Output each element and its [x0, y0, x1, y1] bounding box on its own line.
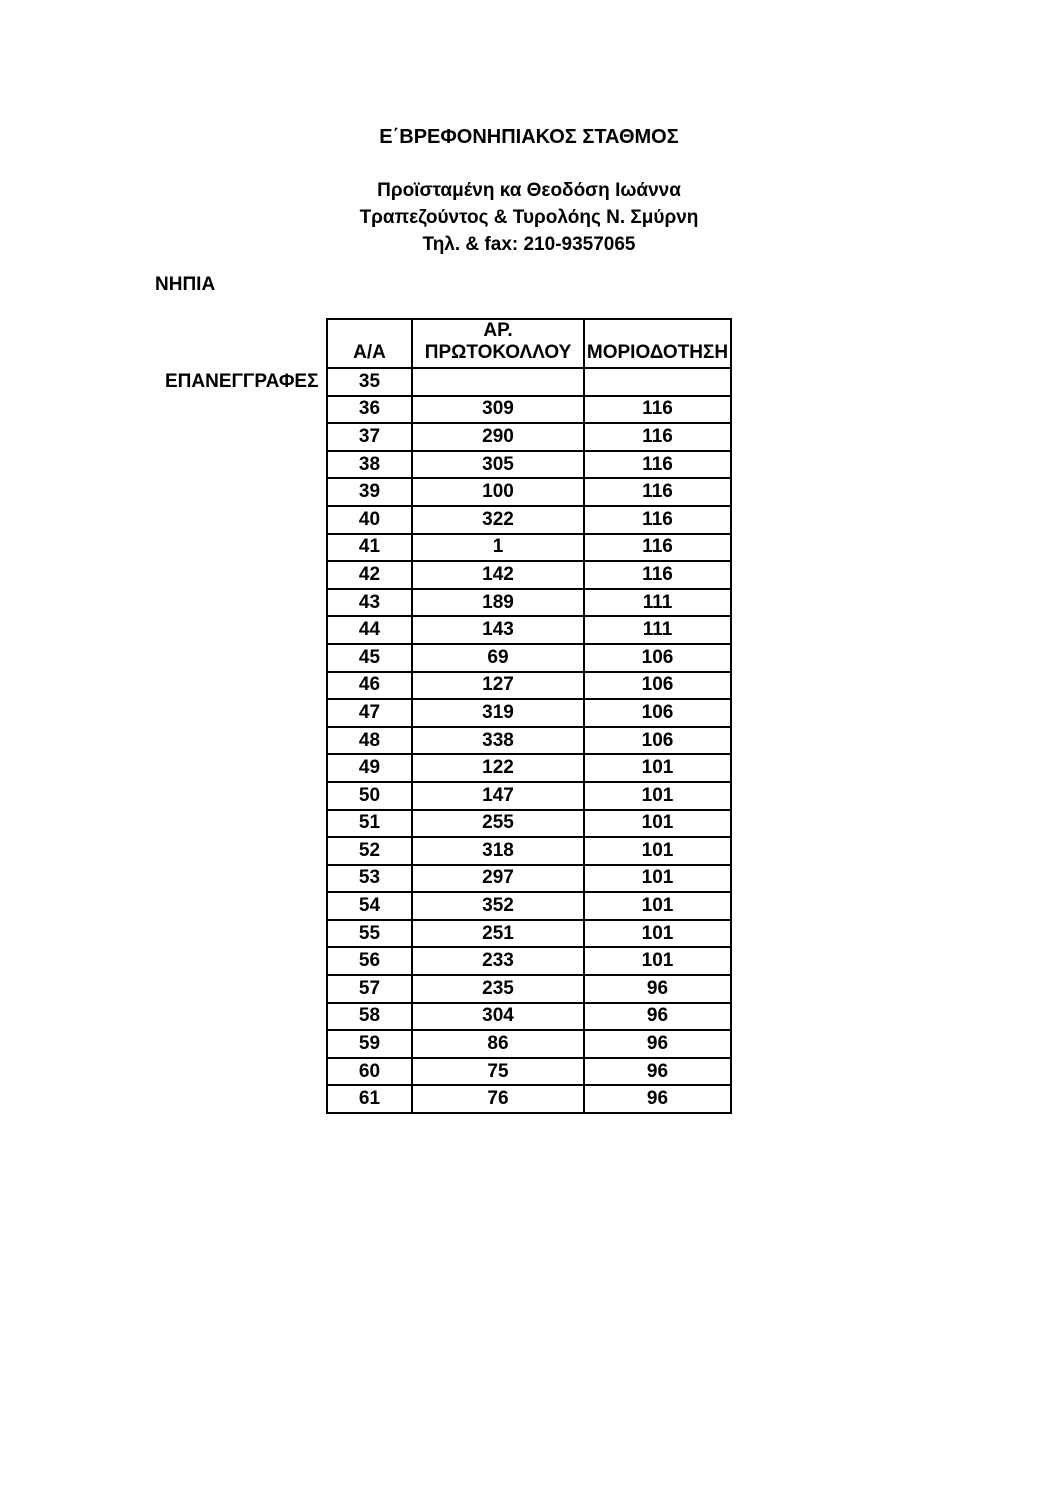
column-header-points: ΜΟΡΙΟΔΟΤΗΣΗ	[584, 319, 731, 368]
table-cell: 338	[412, 727, 584, 755]
table-cell: 143	[412, 616, 584, 644]
table-header-row	[327, 319, 731, 368]
table-cell: 51	[327, 810, 412, 838]
table-cell: 45	[327, 644, 412, 672]
table-cell: 76	[412, 1085, 584, 1113]
table-cell: 122	[412, 754, 584, 782]
table-cell: 116	[584, 478, 731, 506]
group-label-epaneggrafes: ΕΠΑΝΕΓΓΡΑΦΕΣ	[165, 371, 319, 392]
table-cell: 290	[412, 423, 584, 451]
table-cell: 36	[327, 396, 412, 424]
table-row	[327, 506, 731, 534]
table-cell: 106	[584, 699, 731, 727]
table-cell: 111	[584, 589, 731, 617]
table-cell: 49	[327, 754, 412, 782]
table-cell: 47	[327, 699, 412, 727]
table-cell: 189	[412, 589, 584, 617]
table-row	[327, 1085, 731, 1113]
table-cell: 52	[327, 837, 412, 865]
table-cell: 38	[327, 451, 412, 479]
column-header-aa: Α/Α	[327, 319, 412, 368]
table-row	[327, 975, 731, 1003]
table-cell: 235	[412, 975, 584, 1003]
table-cell: 40	[327, 506, 412, 534]
table-cell: 255	[412, 810, 584, 838]
table-row	[327, 865, 731, 893]
table-cell: 142	[412, 561, 584, 589]
document-header-block	[0, 177, 1058, 258]
table-cell: 147	[412, 782, 584, 810]
table-cell: 304	[412, 1003, 584, 1031]
table-cell: 57	[327, 975, 412, 1003]
table-cell: 233	[412, 947, 584, 975]
table-cell: 75	[412, 1058, 584, 1086]
table-cell: 43	[327, 589, 412, 617]
table-row	[327, 1003, 731, 1031]
table-row	[327, 892, 731, 920]
table-cell: 60	[327, 1058, 412, 1086]
table-cell: 96	[584, 975, 731, 1003]
table-row	[327, 616, 731, 644]
table-row	[327, 672, 731, 700]
table-row	[327, 368, 731, 396]
column-header-protocol-number: ΑΡ. ΠΡΩΤΟΚΟΛΛΟΥ	[412, 319, 584, 368]
table-cell: 44	[327, 616, 412, 644]
table-cell: 309	[412, 396, 584, 424]
table-cell: 56	[327, 947, 412, 975]
header-phone-line: Τηλ. & fax: 210-9357065	[422, 234, 636, 255]
table-body	[327, 368, 731, 1113]
table-cell: 54	[327, 892, 412, 920]
document-title: Ε΄ΒΡΕΦΟΝΗΠΙΑΚΟΣ ΣΤΑΘΜΟΣ	[379, 126, 679, 148]
table-cell: 127	[412, 672, 584, 700]
table-cell: 116	[584, 506, 731, 534]
table-row	[327, 478, 731, 506]
table-cell: 96	[584, 1030, 731, 1058]
table-row	[327, 1058, 731, 1086]
table-cell: 319	[412, 699, 584, 727]
table-cell: 46	[327, 672, 412, 700]
table-cell: 101	[584, 920, 731, 948]
table-row	[327, 423, 731, 451]
table-cell: 106	[584, 644, 731, 672]
scores-table	[326, 318, 732, 1114]
table-cell: 41	[327, 534, 412, 562]
table-cell: 106	[584, 727, 731, 755]
table-cell: 116	[584, 396, 731, 424]
table-cell: 69	[412, 644, 584, 672]
table-row	[327, 644, 731, 672]
table-cell: 37	[327, 423, 412, 451]
table-cell: 106	[584, 672, 731, 700]
table-cell	[412, 368, 584, 396]
table-cell: 116	[584, 423, 731, 451]
table-cell: 58	[327, 1003, 412, 1031]
table-row	[327, 396, 731, 424]
table-cell: 1	[412, 534, 584, 562]
table-cell: 111	[584, 616, 731, 644]
table-cell: 101	[584, 865, 731, 893]
table-cell: 39	[327, 478, 412, 506]
table-cell: 86	[412, 1030, 584, 1058]
table-row	[327, 837, 731, 865]
table-cell: 42	[327, 561, 412, 589]
table-cell	[584, 368, 731, 396]
table-row	[327, 699, 731, 727]
table-row	[327, 561, 731, 589]
table-cell: 116	[584, 561, 731, 589]
table-cell: 101	[584, 947, 731, 975]
table-cell: 116	[584, 451, 731, 479]
header-address-line: Τραπεζούντος & Τυρολόης Ν. Σμύρνη	[359, 207, 699, 228]
header-supervisor-line: Προϊσταμένη κα Θεοδόση Ιωάννα	[377, 180, 681, 201]
table-cell: 352	[412, 892, 584, 920]
table-cell: 50	[327, 782, 412, 810]
table-cell: 96	[584, 1058, 731, 1086]
table-cell: 318	[412, 837, 584, 865]
table-cell: 96	[584, 1085, 731, 1113]
table-row	[327, 451, 731, 479]
table-cell: 297	[412, 865, 584, 893]
table-row	[327, 1030, 731, 1058]
table-row	[327, 920, 731, 948]
table-row	[327, 589, 731, 617]
table-row	[327, 727, 731, 755]
table-row	[327, 947, 731, 975]
table-cell: 35	[327, 368, 412, 396]
table-cell: 55	[327, 920, 412, 948]
table-cell: 101	[584, 782, 731, 810]
table-cell: 48	[327, 727, 412, 755]
table-cell: 53	[327, 865, 412, 893]
table-row	[327, 534, 731, 562]
table-row	[327, 810, 731, 838]
table-cell: 251	[412, 920, 584, 948]
table-cell: 101	[584, 892, 731, 920]
table-cell: 305	[412, 451, 584, 479]
table-cell: 100	[412, 478, 584, 506]
section-label-nipia: ΝΗΠΙΑ	[155, 274, 216, 295]
table-cell: 101	[584, 754, 731, 782]
table-cell: 101	[584, 837, 731, 865]
table-cell: 116	[584, 534, 731, 562]
table-cell: 96	[584, 1003, 731, 1031]
table-cell: 322	[412, 506, 584, 534]
table-cell: 59	[327, 1030, 412, 1058]
table-cell: 101	[584, 810, 731, 838]
table-cell: 61	[327, 1085, 412, 1113]
table-row	[327, 754, 731, 782]
table-row	[327, 782, 731, 810]
